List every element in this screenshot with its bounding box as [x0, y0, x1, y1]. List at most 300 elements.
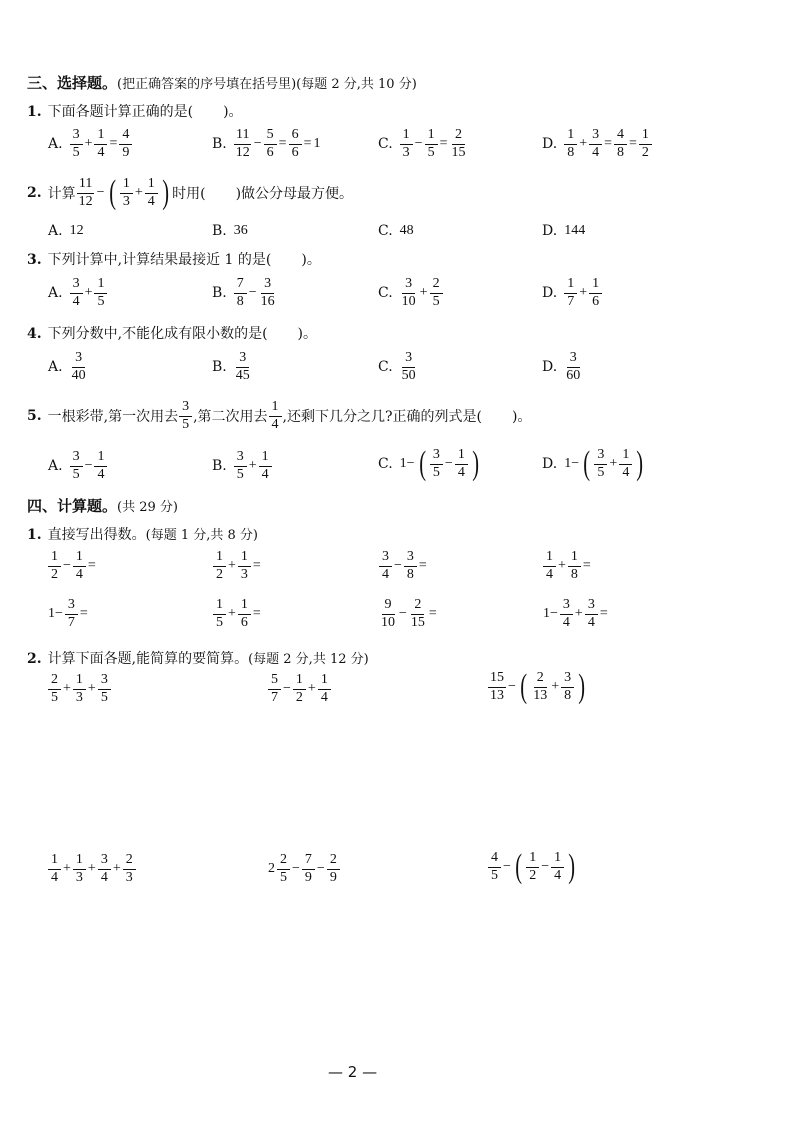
fraction — [425, 128, 438, 160]
denominator: 5 — [432, 464, 440, 480]
fraction — [488, 851, 501, 883]
option-expression — [69, 128, 134, 160]
math-symbol: − — [283, 681, 291, 697]
q5-option-a[interactable] — [48, 450, 108, 482]
numerator: 2 — [48, 673, 61, 690]
denominator: 10 — [401, 293, 416, 309]
direct-answer-2[interactable] — [212, 550, 262, 582]
numerator: 1 — [238, 550, 251, 567]
q3-option-c[interactable] — [378, 277, 444, 309]
option-expression — [399, 277, 444, 309]
fraction — [269, 400, 282, 432]
denominator: 4 — [382, 566, 389, 582]
math-symbol: − — [414, 136, 423, 152]
numerator: 3 — [402, 277, 415, 294]
question-3 — [27, 249, 321, 269]
numerator: 7 — [302, 853, 315, 870]
option-expression — [233, 223, 249, 239]
numerator: 11 — [234, 128, 251, 145]
section-3-title: 三、选择题。 — [27, 74, 118, 92]
denominator: 12 — [78, 193, 93, 209]
denominator: 8 — [236, 293, 244, 309]
numerator: 1 — [94, 277, 107, 294]
denominator: 9 — [122, 144, 130, 160]
fraction — [543, 550, 556, 582]
fraction — [73, 550, 86, 582]
math-symbol: − — [394, 558, 402, 574]
numerator: 3 — [65, 598, 78, 615]
q2-option-c[interactable] — [378, 223, 415, 239]
option-label: D. — [542, 285, 558, 302]
q4-option-d[interactable] — [542, 351, 583, 383]
denominator: 15 — [410, 614, 425, 630]
denominator: 5 — [597, 464, 605, 480]
fraction — [488, 671, 506, 703]
numerator: 3 — [98, 853, 111, 870]
question-1 — [27, 101, 243, 121]
numerator: 5 — [264, 128, 277, 145]
fraction — [234, 128, 252, 160]
parenthesis: ( — [515, 848, 522, 885]
numerator: 3 — [561, 671, 574, 688]
option-expression — [399, 223, 415, 239]
math-symbol: + — [609, 456, 618, 471]
fraction — [526, 851, 539, 883]
math-symbol: = — [418, 558, 427, 574]
numerator: 3 — [236, 351, 249, 368]
numerator: 1 — [213, 598, 226, 615]
numerator: 1 — [568, 550, 581, 567]
direct-answer-1[interactable] — [47, 550, 97, 582]
math-symbol: 12 — [69, 223, 84, 238]
fraction — [614, 128, 627, 160]
q1-option-d[interactable] — [542, 128, 653, 160]
numerator: 3 — [179, 400, 192, 417]
fraction — [234, 450, 247, 482]
compute-problem-3[interactable] — [487, 670, 588, 704]
math-symbol: 48 — [399, 223, 414, 238]
denominator: 8 — [406, 566, 414, 582]
numerator: 3 — [585, 598, 598, 615]
fraction — [404, 550, 417, 582]
numerator: 1 — [145, 177, 158, 194]
fraction — [568, 550, 581, 582]
q3-option-a[interactable] — [48, 277, 108, 309]
fraction — [293, 673, 306, 705]
fraction — [551, 851, 564, 883]
question-text-end: )。 — [297, 326, 318, 342]
option-label: D. — [542, 136, 558, 153]
compute-problem-5[interactable] — [267, 853, 341, 885]
q2-option-d[interactable] — [542, 223, 586, 239]
question-text-end: )。 — [223, 104, 243, 120]
q4-option-a[interactable] — [48, 351, 89, 383]
fraction — [94, 450, 107, 482]
part-note: (每题 1 分,共 8 分) — [145, 528, 258, 543]
question-text: 下面各题计算正确的是( — [47, 104, 194, 120]
math-symbol: − — [84, 458, 93, 474]
question-expression — [76, 176, 172, 210]
option-label: A. — [48, 285, 63, 302]
q5-option-b[interactable] — [212, 450, 273, 482]
parenthesis: ( — [108, 174, 116, 211]
numerator: 1 — [259, 450, 272, 467]
denominator: 50 — [401, 367, 416, 383]
denominator: 5 — [427, 144, 435, 160]
numerator: 2 — [123, 853, 136, 870]
part-1-heading — [27, 524, 258, 544]
fraction — [400, 351, 418, 383]
numerator: 1 — [619, 448, 632, 465]
option-label: B. — [212, 223, 227, 239]
option-label: D. — [542, 456, 558, 472]
numerator: 1 — [73, 853, 86, 870]
denominator: 4 — [72, 293, 80, 309]
math-symbol: + — [551, 679, 560, 694]
fraction — [455, 448, 468, 480]
math-symbol: = — [439, 136, 448, 152]
math-symbol: 1− — [48, 606, 63, 622]
denominator: 4 — [592, 144, 600, 160]
option-expression — [563, 128, 653, 160]
fraction — [119, 128, 132, 160]
denominator: 5 — [236, 466, 244, 482]
question-text-end: ,还剩下几分之几?正确的列式是( — [282, 409, 482, 426]
math-symbol: − — [96, 185, 105, 200]
numerator: 1 — [94, 450, 107, 467]
numerator: 1 — [213, 550, 226, 567]
denominator: 6 — [592, 293, 600, 309]
denominator: 5 — [280, 869, 287, 885]
option-expression — [563, 351, 583, 383]
fraction — [430, 277, 443, 309]
parenthesis: ) — [472, 445, 479, 482]
math-symbol: 144 — [564, 223, 586, 238]
option-label: C. — [378, 359, 393, 376]
numerator: 1 — [564, 128, 577, 145]
q1-option-a[interactable] — [48, 128, 133, 160]
fraction — [48, 853, 61, 885]
numerator: 15 — [488, 671, 506, 688]
denominator: 4 — [587, 614, 595, 630]
math-symbol: = — [428, 606, 437, 622]
denominator: 7 — [271, 689, 278, 705]
numerator: 1 — [73, 550, 86, 567]
denominator: 7 — [567, 293, 575, 309]
numerator: 3 — [261, 277, 274, 294]
direct-answer-8[interactable] — [542, 598, 609, 630]
fraction — [564, 128, 577, 160]
numerator: 2 — [411, 598, 424, 615]
question-number: 4. — [27, 326, 42, 342]
fraction — [123, 853, 136, 885]
math-symbol: + — [134, 185, 143, 200]
denominator: 8 — [570, 566, 578, 582]
q3-option-b[interactable] — [212, 277, 278, 309]
parenthesis: ( — [520, 668, 527, 705]
math-symbol: 1− — [543, 606, 558, 622]
denominator: 4 — [271, 416, 279, 432]
math-symbol: = — [303, 136, 312, 152]
q1-option-b[interactable] — [212, 128, 321, 160]
fraction — [48, 673, 61, 705]
direct-answer-3[interactable] — [378, 550, 428, 582]
numerator: 1 — [455, 448, 468, 465]
denominator: 3 — [122, 193, 130, 209]
option-label: B. — [212, 285, 227, 302]
numerator: 1 — [543, 550, 556, 567]
math-symbol: + — [112, 861, 121, 877]
math-symbol: 2 — [268, 861, 275, 877]
denominator: 12 — [235, 144, 250, 160]
fraction — [589, 128, 602, 160]
compute-problem-6[interactable] — [487, 850, 578, 884]
math-symbol: + — [63, 861, 71, 877]
denominator: 40 — [71, 367, 86, 383]
fraction — [585, 598, 598, 630]
denominator: 7 — [67, 614, 75, 630]
denominator: 5 — [100, 689, 108, 705]
denominator: 4 — [51, 869, 58, 885]
denominator: 2 — [216, 566, 223, 582]
fraction — [234, 277, 247, 309]
compute-problem-2[interactable] — [267, 673, 332, 705]
question-text-end: )做公分母最方便。 — [235, 186, 354, 202]
fraction — [48, 550, 61, 582]
denominator: 4 — [562, 614, 570, 630]
q5-option-d[interactable] — [542, 447, 647, 481]
numerator: 1 — [318, 673, 331, 690]
question-number: 1. — [27, 104, 42, 120]
numerator: 4 — [614, 128, 627, 145]
denominator: 5 — [216, 614, 223, 630]
denominator: 4 — [457, 464, 465, 480]
denominator: 5 — [72, 144, 80, 160]
numerator: 1 — [48, 853, 61, 870]
math-symbol: − — [63, 558, 71, 574]
option-expression — [563, 447, 646, 481]
numerator: 1 — [238, 598, 251, 615]
numerator: 3 — [430, 448, 443, 465]
denominator: 8 — [617, 144, 624, 160]
numerator: 3 — [560, 598, 573, 615]
math-symbol: = — [278, 136, 287, 152]
option-expression — [563, 223, 586, 239]
numerator: 2 — [327, 853, 340, 870]
section-3-note: (把正确答案的序号填在括号里)(每题 2 分,共 10 分) — [117, 77, 417, 92]
option-label: A. — [48, 458, 63, 475]
denominator: 5 — [491, 867, 498, 883]
numerator: 2 — [534, 671, 547, 688]
q1-option-c[interactable] — [378, 128, 468, 160]
fraction — [70, 351, 88, 383]
numerator: 11 — [77, 177, 94, 194]
denominator: 15 — [451, 144, 466, 160]
numerator: 3 — [72, 351, 85, 368]
fraction — [238, 550, 251, 582]
q3-option-d[interactable] — [542, 277, 603, 309]
question-number: 2. — [27, 185, 42, 201]
math-symbol: 36 — [233, 223, 248, 238]
denominator: 5 — [432, 293, 440, 309]
fraction — [327, 853, 340, 885]
denominator: 5 — [97, 293, 105, 309]
fraction — [94, 277, 107, 309]
numerator: 3 — [234, 450, 247, 467]
fraction — [531, 671, 549, 703]
question-text: 下列分数中,不能化成有限小数的是( — [47, 326, 268, 342]
math-symbol: = — [109, 136, 118, 152]
fraction — [400, 277, 418, 309]
part-number: 1. — [27, 527, 42, 543]
fraction — [639, 128, 652, 160]
option-expression — [69, 277, 109, 309]
question-text: 下列计算中,计算结果最接近 1 的是( — [47, 252, 272, 268]
numerator: 7 — [234, 277, 247, 294]
math-symbol: − — [253, 136, 262, 152]
denominator: 60 — [566, 367, 581, 383]
q5-option-c[interactable] — [378, 447, 482, 481]
math-symbol: + — [228, 558, 236, 574]
fraction — [120, 177, 133, 209]
fraction — [179, 400, 192, 432]
fraction — [400, 128, 413, 160]
option-label: D. — [542, 359, 558, 376]
numerator: 2 — [277, 853, 290, 870]
option-expression — [399, 351, 419, 383]
numerator: 1 — [551, 851, 564, 868]
denominator: 8 — [567, 144, 575, 160]
section-4-title: 四、计算题。 — [27, 497, 118, 515]
math-symbol: − — [503, 859, 511, 874]
q4-option-b[interactable] — [212, 351, 253, 383]
math-symbol: 1− — [564, 456, 580, 471]
denominator: 9 — [304, 869, 312, 885]
fraction — [98, 853, 111, 885]
denominator: 2 — [51, 566, 58, 582]
direct-answer-5[interactable] — [47, 598, 89, 630]
compute-problem-1[interactable] — [47, 673, 112, 705]
fraction — [213, 550, 226, 582]
numerator: 3 — [70, 277, 83, 294]
option-label: A. — [48, 223, 63, 239]
section-3-heading — [27, 72, 417, 93]
part-text: 直接写出得数。 — [47, 527, 146, 543]
math-symbol: + — [574, 606, 583, 622]
fraction — [77, 177, 95, 209]
math-symbol: − — [541, 859, 550, 874]
math-symbol: = — [87, 558, 96, 574]
option-expression — [563, 277, 603, 309]
question-text: 一根彩带,第一次用去 — [47, 409, 179, 426]
math-symbol: 1 — [313, 136, 321, 152]
fraction — [379, 550, 392, 582]
math-symbol: 1− — [399, 456, 415, 471]
denominator: 5 — [51, 689, 58, 705]
fraction — [259, 277, 277, 309]
numerator: 1 — [73, 673, 86, 690]
option-label: A. — [48, 136, 63, 153]
fraction — [145, 177, 158, 209]
denominator: 3 — [402, 144, 410, 160]
fraction — [302, 853, 315, 885]
option-expression — [69, 223, 85, 239]
numerator: 3 — [589, 128, 602, 145]
math-symbol: + — [84, 285, 93, 301]
option-label: C. — [378, 285, 393, 302]
option-expression — [233, 277, 278, 309]
fraction — [430, 448, 443, 480]
question-text: 计算 — [47, 186, 76, 202]
math-symbol: + — [579, 136, 588, 152]
denominator: 8 — [564, 687, 572, 703]
fraction — [234, 351, 252, 383]
math-symbol: − — [248, 285, 257, 301]
denominator: 13 — [490, 687, 504, 703]
direct-answer-4[interactable] — [542, 550, 592, 582]
denominator: 6 — [266, 144, 274, 160]
math-symbol: = — [599, 606, 608, 622]
fraction — [70, 128, 83, 160]
q2-option-a[interactable] — [48, 223, 85, 239]
fraction — [65, 598, 78, 630]
math-symbol: + — [419, 285, 428, 301]
math-symbol: = — [79, 606, 88, 622]
numerator: 1 — [639, 128, 652, 145]
numerator: 3 — [70, 450, 83, 467]
denominator: 4 — [97, 144, 105, 160]
numerator: 3 — [379, 550, 392, 567]
parenthesis: ) — [568, 848, 576, 885]
q2-option-b[interactable] — [212, 223, 249, 239]
option-expression — [233, 128, 322, 160]
compute-problem-4[interactable] — [47, 853, 137, 885]
denominator: 4 — [261, 466, 269, 482]
denominator: 4 — [100, 869, 108, 885]
denominator: 4 — [622, 464, 630, 480]
question-text-end: )。 — [301, 252, 321, 268]
question-text-mid: ,第二次用去 — [193, 409, 268, 426]
question-4 — [27, 323, 317, 343]
option-expression — [233, 450, 273, 482]
numerator: 1 — [425, 128, 438, 145]
fraction — [318, 673, 331, 705]
denominator: 4 — [546, 566, 553, 582]
fraction — [564, 351, 582, 383]
denominator: 13 — [533, 687, 548, 703]
fraction — [94, 128, 107, 160]
fraction — [259, 450, 272, 482]
direct-answer-6[interactable] — [212, 598, 262, 630]
math-symbol: + — [228, 606, 236, 622]
numerator: 1 — [94, 128, 107, 145]
question-fraction-2 — [268, 400, 283, 432]
fraction — [560, 598, 573, 630]
math-symbol: − — [316, 861, 325, 877]
numerator: 3 — [594, 448, 607, 465]
q4-option-c[interactable] — [378, 351, 419, 383]
question-text-mid: 时用( — [172, 186, 206, 202]
direct-answer-7[interactable] — [378, 598, 438, 630]
fraction — [594, 448, 607, 480]
denominator: 9 — [329, 869, 337, 885]
fraction — [238, 598, 251, 630]
fraction — [277, 853, 290, 885]
numerator: 1 — [293, 673, 306, 690]
math-symbol: = — [582, 558, 591, 574]
fraction — [268, 673, 281, 705]
math-symbol: + — [558, 558, 566, 574]
